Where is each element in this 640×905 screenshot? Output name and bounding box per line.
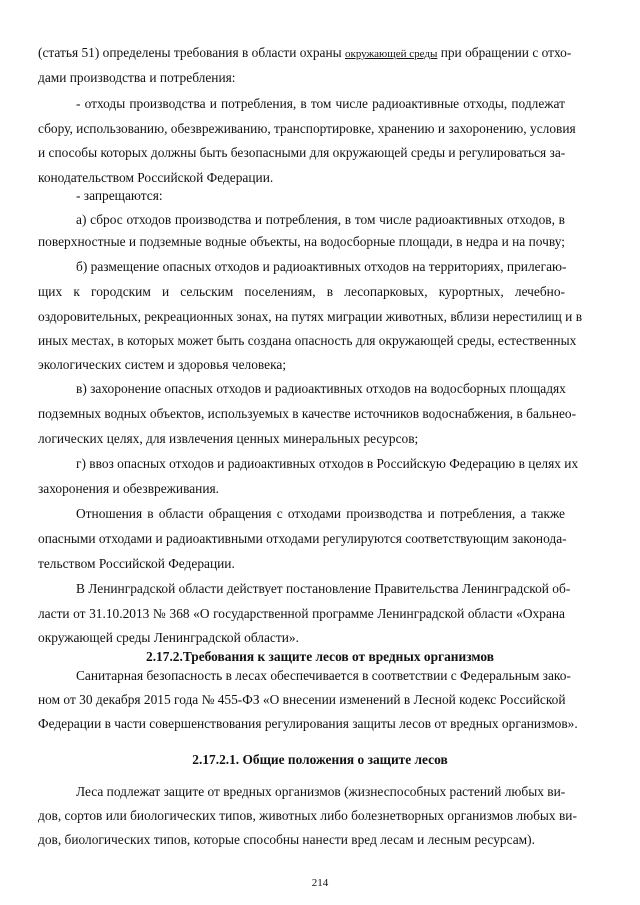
- text-line: сбору, использованию, обезвреживанию, транспортировке, хранению и захоронению, условия: [38, 121, 576, 136]
- text-line: ласти от 31.10.2013 № 368 «О государственной программе Ленинградской области «Охрана: [38, 606, 565, 621]
- text-line: поверхностные и подземные водные объекты, на водосборные площади, в недра и на почву;: [38, 234, 565, 249]
- text-line: (статья 51) определены требования в области охраны окружающей среды при обращении с отхо-: [38, 45, 572, 60]
- text-line: конодательством Российской Федерации.: [38, 170, 274, 185]
- text-line: логических целях, для извлечения ценных минеральных ресурсов;: [38, 431, 419, 446]
- page-number: 214: [311, 877, 329, 889]
- text-line: Санитарная безопасность в лесах обеспечивается в соответствии с Федеральным зако-: [76, 668, 571, 683]
- text-line: оздоровительных, рекреационных зонах, на путях миграции животных, вблизи нерестилищ и в: [38, 309, 583, 324]
- text-line: Леса подлежат защите от вредных организмов (жизнеспособных растений любых ви-: [76, 784, 566, 799]
- text-line: в) захоронение опасных отходов и радиоактивных отходов на водосборных площадях: [76, 381, 566, 396]
- text-line: и способы которых должны быть безопасными для окружающей среды и регулироваться за-: [38, 145, 566, 160]
- text-line: экологических систем и здоровья человека;: [38, 357, 287, 372]
- text-line: Отношения в области обращения с отходами производства и потребления, а также: [76, 506, 565, 521]
- text-line: захоронения и обезвреживания.: [38, 481, 220, 496]
- text-line: щих к городским и сельским поселениям, в лесопарковых, курортных, лечебно-: [38, 284, 565, 299]
- text-line: дами производства и потребления:: [38, 70, 236, 85]
- text-line: Федерации в части совершенствования регулирования защиты лесов от вредных организмов».: [38, 716, 578, 731]
- text-line: - отходы производства и потребления, в том числе радиоактивные отходы, подлежат: [76, 96, 565, 111]
- text-line: б) размещение опасных отходов и радиоактивных отходов на территориях, прилегаю-: [76, 259, 567, 274]
- text-line: дов, сортов или биологических типов, животных либо болезнетворных организмов любых ви-: [38, 808, 577, 823]
- text-line: иных местах, в которых может быть создана опасность для окружающей среды, естественных: [38, 333, 577, 348]
- section-heading: 2.17.2.Требования к защите лесов от вредных организмов: [146, 649, 494, 664]
- underlined-term: окружающей среды: [344, 48, 438, 60]
- subsection-heading: 2.17.2.1. Общие положения о защите лесов: [192, 752, 448, 767]
- text-line: тельством Российской Федерации.: [38, 556, 235, 571]
- text-line: а) сброс отходов производства и потребления, в том числе радиоактивных отходов, в: [76, 212, 565, 227]
- text-line: подземных водных объектов, используемых в качестве источников водоснабжения, в бальнео-: [38, 406, 577, 421]
- text-line: В Ленинградской области действует постановление Правительства Ленинградской об-: [76, 581, 571, 596]
- text-line: г) ввоз опасных отходов и радиоактивных отходов в Российскую Федерацию в целях их: [76, 456, 579, 471]
- text-line: ном от 30 декабря 2015 года № 455-ФЗ «О внесении изменений в Лесной кодекс Российской: [38, 692, 566, 707]
- text-line: окружающей среды Ленинградской области».: [38, 630, 299, 645]
- text-line: дов, биологических типов, которые способны нанести вред лесам и лесным ресурсам).: [38, 832, 535, 847]
- text-line: опасными отходами и радиоактивными отходами регулируются соответствующим законода-: [38, 531, 567, 546]
- text-line: - запрещаются:: [76, 188, 163, 203]
